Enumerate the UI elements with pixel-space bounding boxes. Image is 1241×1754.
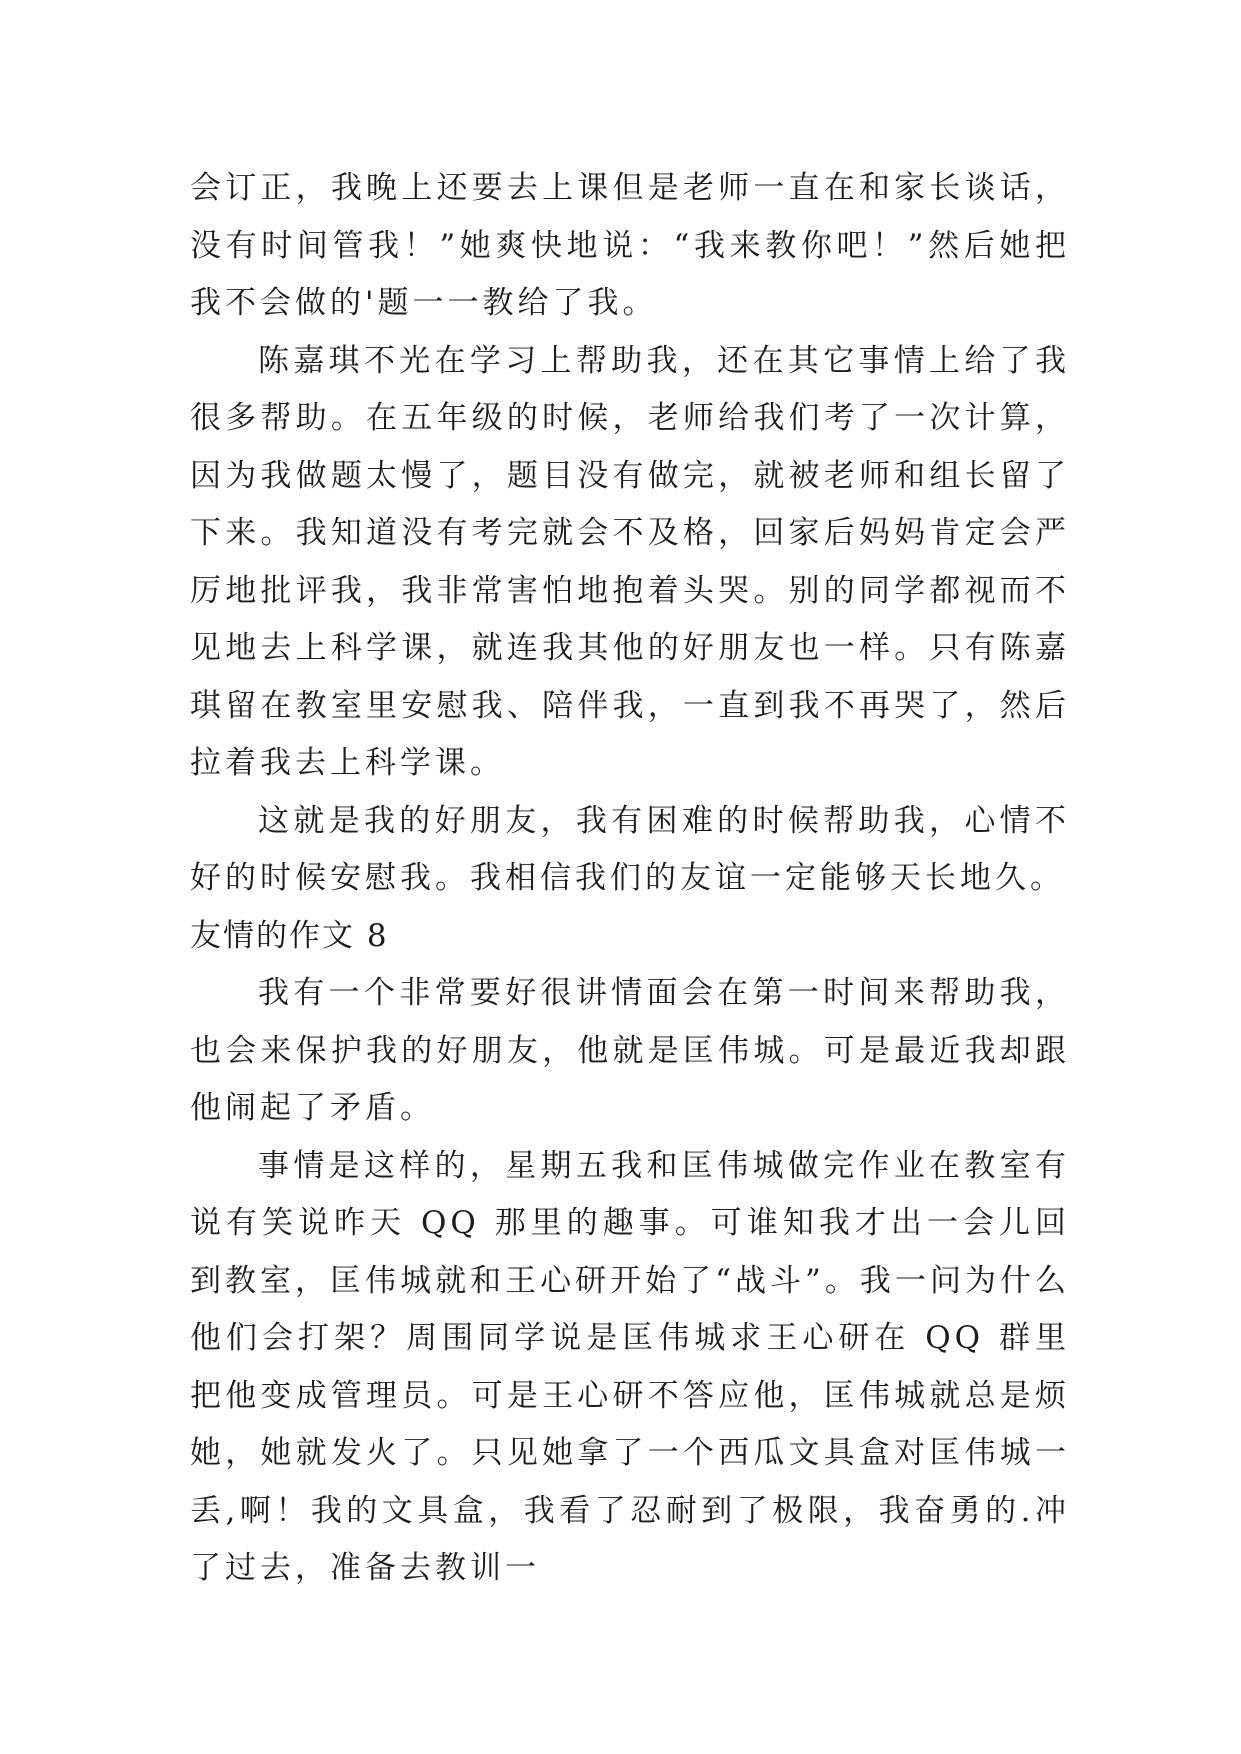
document-body (190, 160, 1070, 1598)
paragraph: 这就是我的好朋友，我有困难的时候帮助我，心情不好的时候安慰我。我相信我们的友谊一定能够天长地久。 (190, 802, 1070, 896)
section-title: 友情的作文 8 (190, 917, 389, 954)
paragraph: 陈嘉琪不光在学习上帮助我，还在其它事情上给了我很多帮助。在五年级的时候，老师给我们考了一次计算，因为我做题太慢了，题目没有做完，就被老师和组长留了下来。我知道没有考完就会不及格，回家后妈妈肯定会严厉地批评我，我非常害怕地抱着头哭。别的同学都视而不见地去上科学课，就连我其他的好朋友也一样。只有陈嘉琪留在教室里安慰我、陪伴我，一直到我不再哭了，然后拉着我去上科学课。 (190, 342, 1070, 781)
paragraph: 事情是这样的，星期五我和匡伟城做完作业在教室有说有笑说昨天 QQ 那里的趣事。可谁知我才出一会儿回到教室，匡伟城就和王心研开始了“战斗”。我一问为什么他们会打架？周围同学说是匡伟城求王心研在 QQ 群里把他变成管理员。可是王心研不答应他，匡伟城就总是烦她，她就发火了。只见她拿了一个西瓜文具盒对匡伟城一丢,啊！我的文具盒，我看了忍耐到了极限，我奋勇的.冲了过去，准备去教训一 (190, 1147, 1070, 1586)
paragraph: 我有一个非常要好很讲情面会在第一时间来帮助我，也会来保护我的好朋友，他就是匡伟城。可是最近我却跟他闹起了矛盾。 (190, 975, 1070, 1126)
paragraph-continued: 会订正，我晚上还要去上课但是老师一直在和家长谈话，没有时间管我！”她爽快地说：“我来教你吧！”然后她把我不会做的'题一一教给了我。 (190, 170, 1070, 321)
